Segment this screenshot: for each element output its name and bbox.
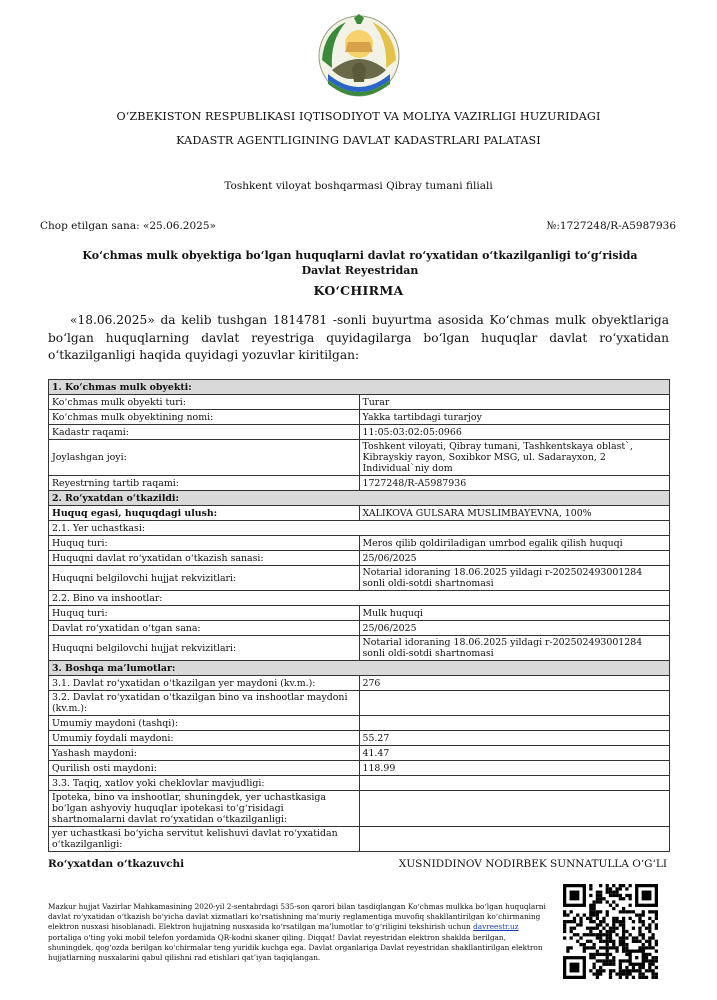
table-row: Joylashgan joyi: Toshkent viloyati, Qibray tumani, Tashkentskaya oblast`, Kibrayskiy rayon, Soxibkor MSG, ul. Sadarayxon, 2 Individual`niy dom <box>49 440 670 476</box>
table-row: 3.1. Davlat ro‘yxatidan o‘tkazilgan yer maydoni (kv.m.): 276 <box>49 676 670 691</box>
table-row: Ko‘chmas mulk obyektining nomi: Yakka tartibdagi turarjoy <box>49 410 670 425</box>
table-row: Huquq turi: Mulk huquqi <box>49 606 670 621</box>
table-row: Huquq egasi, huquqdagi ulush: XALIKOVA GULSARA MUSLIMBAYEVNA, 100% <box>49 506 670 521</box>
table-row: Ipoteka, bino va inshootlar, shuningdek, yer uchastkasiga bo‘lgan ashyoviy huquqlar ipotekasi to‘g‘risidagi shartnomalarni davlat ro‘yxatidan o‘tkazilganligi: <box>49 791 670 827</box>
registrar-name: XUSNIDDINOV NODIRBEK SUNNATULLA O‘G‘LI <box>398 858 667 870</box>
table-row: Huquqni belgilovchi hujjat rekvizitlari: Notarial idoraning 18.06.2025 yildagi r-202502493001284 sonli oldi-sotdi shartnomasi <box>49 636 670 661</box>
intro-paragraph: «18.06.2025» da kelib tushgan 1814781 -sonli buyurtma asosida Ko‘chmas mulk obyektlariga bo‘lgan huquqlarning davlat reyestriga quyidagilarga bo‘lgan huquqlar davlat ro‘yxatidan o‘tkazilganligi haqida quyidagi yozuvlar kiritilgan: <box>48 313 669 362</box>
chamber-heading: KADASTR AGENTLIGINING DAVLAT KADASTRLARI PALATASI <box>176 134 541 147</box>
table-row: Ko‘chmas mulk obyekti turi: Turar <box>49 395 670 410</box>
table-row: Umumiy foydali maydoni: 55.27 <box>49 731 670 746</box>
table-row: Yashash maydoni: 41.47 <box>49 746 670 761</box>
table-row: Qurilish osti maydoni: 118.99 <box>49 761 670 776</box>
footer-text-b: portaliga o‘ting yoki mobil telefon yordamida QR-kodni skaner qiling. Diqqat! Davlat reyestridan elektron shaklda berilgan, shuningdek, qog‘ozda berilgan ko‘chirmalar teng yuridik kuchga ega. Davlat organlariga Davlat reyestridan shakllantirilgan elektron hujjatlarning nusxalarini qabul qilishni rad etishlari qat’iyan taqiqlangan. <box>48 932 543 963</box>
registry-table <box>48 379 670 852</box>
table-section-header: 1. Ko‘chmas mulk obyekti: <box>49 380 670 395</box>
table-section-header: 2. Ro‘yxatdan o‘tkazildi: <box>49 491 670 506</box>
qr-code-icon[interactable] <box>563 884 658 979</box>
table-row: 3.3. Taqiq, xatlov yoki cheklovlar mavjudligi: <box>49 776 670 791</box>
table-row: Davlat ro‘yxatidan o‘tgan sana: 25/06/2025 <box>49 621 670 636</box>
table-row: Huquq turi: Meros qilib qoldiriladigan umrbod egalik qilish huquqi <box>49 536 670 551</box>
branch-name: Toshkent viloyat boshqarmasi Qibray tumani filiali <box>224 180 493 192</box>
document-title: Ko‘chmas mulk obyektiga bo‘lgan huquqlarni davlat ro‘yxatidan o‘tkazilganligi to‘g‘risida Davlat Reyestridan <box>82 249 638 277</box>
table-section-header: 3. Boshqa ma’lumotlar: <box>49 661 670 676</box>
table-row: 3.2. Davlat ro‘yxatidan o‘tkazilgan bino va inshootlar maydoni (kv.m.): <box>49 691 670 716</box>
table-row: yer uchastkasi bo‘yicha servitut kelishuvi davlat ro‘yxatidan o‘tkazilganligi: <box>49 827 670 852</box>
footer-note <box>48 902 553 963</box>
table-row: Kadastr raqami: 11:05:03:02:05:0966 <box>49 425 670 440</box>
state-emblem-icon <box>314 12 404 100</box>
table-subsection-row: 2.2. Bino va inshootlar: <box>49 591 670 606</box>
footer-text-a: Mazkur hujjat Vazirlar Mahkamasining 2020-yil 2-sentabrdagi 535-son qarori bilan tasdiqlangan Ko‘chmas mulkka bo‘lgan huquqlarni davlat ro‘yxatidan o‘tkazish bo‘yicha davlat xizmatlari ko‘rsatishning ma’muriy reglamentiga muvofiq shakllantirilgan ko‘chirmaning elektron nusxasi hisoblanadi. Elektron hujjatning nusxasida ko‘rsatilgan ma’lumotlar to‘g‘riligini tekshirish uchun <box>48 902 546 932</box>
print-date: Chop etilgan sana: «25.06.2025» <box>40 220 216 232</box>
table-subsection-row: 2.1. Yer uchastkasi: <box>49 521 670 536</box>
ministry-heading: O‘ZBEKISTON RESPUBLIKASI IQTISODIYOT VA MOLIYA VAZIRLIGI HUZURIDAGI <box>116 110 601 123</box>
registrar-label: Ro‘yxatdan o‘tkazuvchi <box>48 858 185 870</box>
table-row: Huquqni belgilovchi hujjat rekvizitlari: Notarial idoraning 18.06.2025 yildagi r-202502493001284 sonli oldi-sotdi shartnomasi <box>49 566 670 591</box>
table-row: Huquqni davlat ro‘yxatidan o‘tkazish sanasi: 25/06/2025 <box>49 551 670 566</box>
portal-link[interactable]: davreestr.uz <box>473 922 519 932</box>
document-subtitle: KO‘CHIRMA <box>313 283 404 298</box>
table-row: Umumiy maydoni (tashqi): <box>49 716 670 731</box>
table-row: Reyestrning tartib raqami: 1727248/R-A5987936 <box>49 476 670 491</box>
document-number: №:1727248/R-A5987936 <box>546 220 676 232</box>
